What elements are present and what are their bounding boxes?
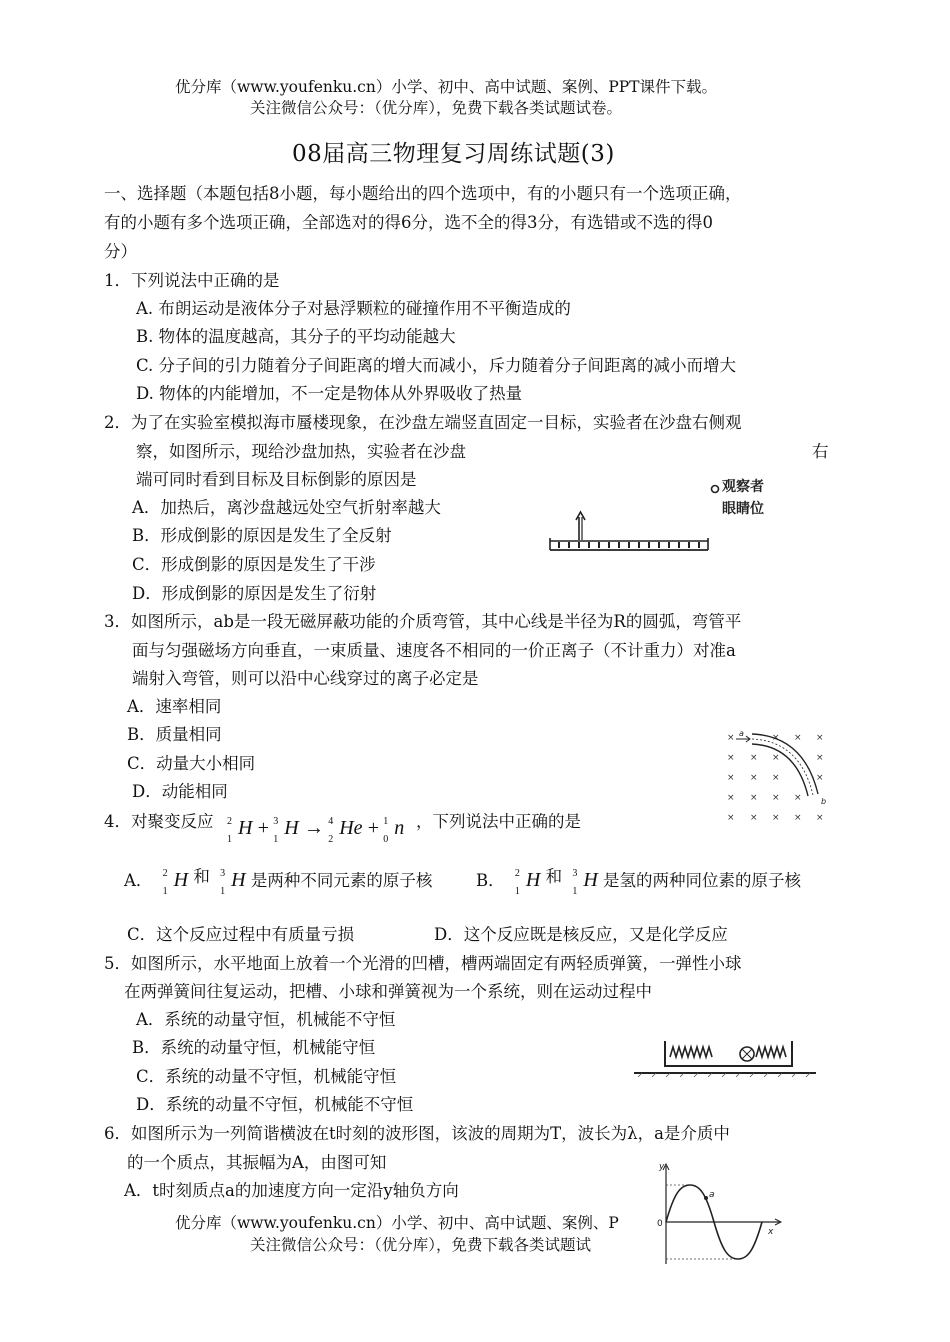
q1-option-a: A. 布朗运动是液体分子对悬浮颗粒的碰撞作用不平衡造成的 xyxy=(136,299,571,318)
q2-sand-tray-figure xyxy=(545,470,805,560)
svg-text:×: × xyxy=(794,813,802,823)
header-line-1: 优分库（www.youfenku.cn）小学、初中、高中试题、案例、PPT课件下载。 xyxy=(175,78,718,96)
q3-stem-3: 端射入弯管，则可以沿中心线穿过的离子必定是 xyxy=(132,669,479,688)
q3-option-c: C．动量大小相同 xyxy=(127,754,256,773)
curved-tube xyxy=(752,734,818,796)
q3-option-d: D．动能相同 xyxy=(132,782,228,801)
q2-stem-2: 察，如图所示，现给沙盘加热，实验者在沙盘 xyxy=(136,442,466,461)
ball-icon xyxy=(740,1047,754,1061)
q4-option-d: D．这个反应既是核反应，又是化学反应 xyxy=(434,925,728,944)
q6-fig-y-label: y xyxy=(659,1162,665,1172)
q4-option-a: A． 2 1 H 和 3 1 H 是两种不同元素的原子核 xyxy=(124,867,433,897)
svg-text:×: × xyxy=(816,733,824,743)
svg-text:×: × xyxy=(727,793,735,803)
q4-option-b: B． 2 1 H 和 3 1 H 是氢的两种同位素的原子核 xyxy=(476,867,802,897)
svg-text:×: × xyxy=(772,753,780,763)
q6-stem-2: 的一个质点，其振幅为A，由图可知 xyxy=(127,1153,387,1172)
q6-stem-1: 6．如图所示为一列简谐横波在t时刻的波形图，该波的周期为T，波长为λ，a是介质中 xyxy=(104,1124,730,1143)
q2-stem-1: 2．为了在实验室模拟海市蜃楼现象，在沙盘左端竖直固定一目标，实验者在沙盘右侧观 xyxy=(104,413,742,432)
q5-stem-2: 在两弹簧间往复运动，把槽、小球和弹簧视为一个系统，则在运动过程中 xyxy=(124,982,652,1001)
svg-text:×: × xyxy=(727,813,735,823)
svg-text:×: × xyxy=(772,733,780,743)
q2-option-d: D．形成倒影的原因是发生了衍射 xyxy=(132,584,377,603)
target-arrow-icon xyxy=(576,512,585,540)
q5-stem-1: 5．如图所示，水平地面上放着一个光滑的凹槽，槽两端固定有两轻质弹簧，一弹性小球 xyxy=(104,954,742,973)
page-title: 08届高三物理复习周练试题(3) xyxy=(292,141,615,167)
q4-stem-pre: 4．对聚变反应 xyxy=(104,812,214,831)
q3-option-b: B．质量相同 xyxy=(127,725,222,744)
q2-option-c: C．形成倒影的原因是发生了干涉 xyxy=(132,555,376,574)
right-spring xyxy=(756,1047,786,1057)
svg-text:×: × xyxy=(727,773,735,783)
svg-text:×: × xyxy=(750,753,758,763)
q6-wave-figure xyxy=(648,1160,788,1270)
footer-line-2: 关注微信公众号：（优分库），免费下载各类试题试 xyxy=(250,1236,592,1254)
footer-line-1: 优分库（www.youfenku.cn）小学、初中、高中试题、案例、P xyxy=(175,1214,619,1232)
q3-stem-2: 面与匀强磁场方向垂直，一束质量、速度各不相同的一价正离子（不计重力）对准a xyxy=(132,641,736,660)
svg-text:×: × xyxy=(794,733,802,743)
magnetic-field-crosses xyxy=(727,733,827,823)
q5-option-d: D．系统的动量不守恒，机械能不守恒 xyxy=(136,1095,414,1114)
svg-text:×: × xyxy=(816,753,824,763)
svg-text:×: × xyxy=(772,773,780,783)
q3-fig-label-a: a xyxy=(739,729,744,738)
sand-tray xyxy=(550,538,708,550)
q4-option-c: C．这个反应过程中有质量亏损 xyxy=(127,925,355,944)
q5-option-c: C．系统的动量不守恒，机械能守恒 xyxy=(136,1067,397,1086)
left-spring xyxy=(670,1047,712,1057)
q6-option-a: A．t时刻质点a的加速度方向一定沿y轴负方向 xyxy=(124,1181,459,1200)
q4-stem-post: ，下列说法中正确的是 xyxy=(416,812,581,831)
q2-fig-label-eye: 眼睛位 xyxy=(722,501,764,517)
svg-text:×: × xyxy=(750,793,758,803)
q2-stem-2b: 右 xyxy=(812,442,829,461)
section-intro-2: 有的小题有多个选项正确，全部选对的得6分，选不全的得3分，有选错或不选的得0 xyxy=(104,213,713,232)
q3-stem-1: 3．如图所示，ab是一段无磁屏蔽功能的介质弯管，其中心线是半径为R的圆弧，弯管平 xyxy=(104,612,742,631)
q2-stem-3: 端可同时看到目标及目标倒影的原因是 xyxy=(136,470,417,489)
q5-option-a: A．系统的动量守恒，机械能不守恒 xyxy=(136,1010,396,1029)
q2-option-b: B．形成倒影的原因是发生了全反射 xyxy=(132,526,392,545)
svg-text:×: × xyxy=(794,793,802,803)
q1-option-c: C. 分子间的引力随着分子间距离的增大而减小，斥力随着分子间距离的减小而增大 xyxy=(136,356,737,375)
observer-eye-icon xyxy=(712,486,719,493)
svg-text:×: × xyxy=(772,813,780,823)
q5-groove-figure xyxy=(630,1035,820,1085)
q1-option-b: B. 物体的温度越高，其分子的平均动能越大 xyxy=(136,327,456,346)
q6-fig-x-label: x xyxy=(768,1227,774,1237)
q2-fig-label-observer: 观察者 xyxy=(722,479,764,495)
q2-option-a: A．加热后，离沙盘越远处空气折射率越大 xyxy=(132,498,441,517)
q3-fig-label-b: b xyxy=(821,797,827,806)
particle-a-marker xyxy=(704,1196,708,1200)
svg-text:×: × xyxy=(816,813,824,823)
q6-fig-origin-label: 0 xyxy=(657,1219,663,1229)
section-intro-3: 分） xyxy=(104,242,137,261)
svg-text:×: × xyxy=(727,753,735,763)
q5-option-b: B．系统的动量守恒，机械能守恒 xyxy=(132,1038,376,1057)
q3-curved-tube-figure xyxy=(722,728,837,828)
svg-text:×: × xyxy=(727,733,735,743)
q4-reaction-equation: 2 1 H + 3 1 H → 4 2 He + 1 0 n xyxy=(227,816,405,845)
q6-fig-a-label: a xyxy=(709,1190,715,1200)
svg-text:×: × xyxy=(816,773,824,783)
q1-option-d: D. 物体的内能增加，不一定是物体从外界吸收了热量 xyxy=(136,384,523,403)
section-intro-1: 一、选择题（本题包括8小题，每小题给出的四个选项中，有的小题只有一个选项正确， xyxy=(104,184,742,203)
svg-text:×: × xyxy=(772,793,780,803)
svg-text:×: × xyxy=(750,773,758,783)
q1-stem: 1．下列说法中正确的是 xyxy=(104,271,280,290)
q3-option-a: A．速率相同 xyxy=(127,697,222,716)
header-line-2: 关注微信公众号：（优分库），免费下载各类试题试卷。 xyxy=(250,99,623,117)
svg-text:×: × xyxy=(750,813,758,823)
